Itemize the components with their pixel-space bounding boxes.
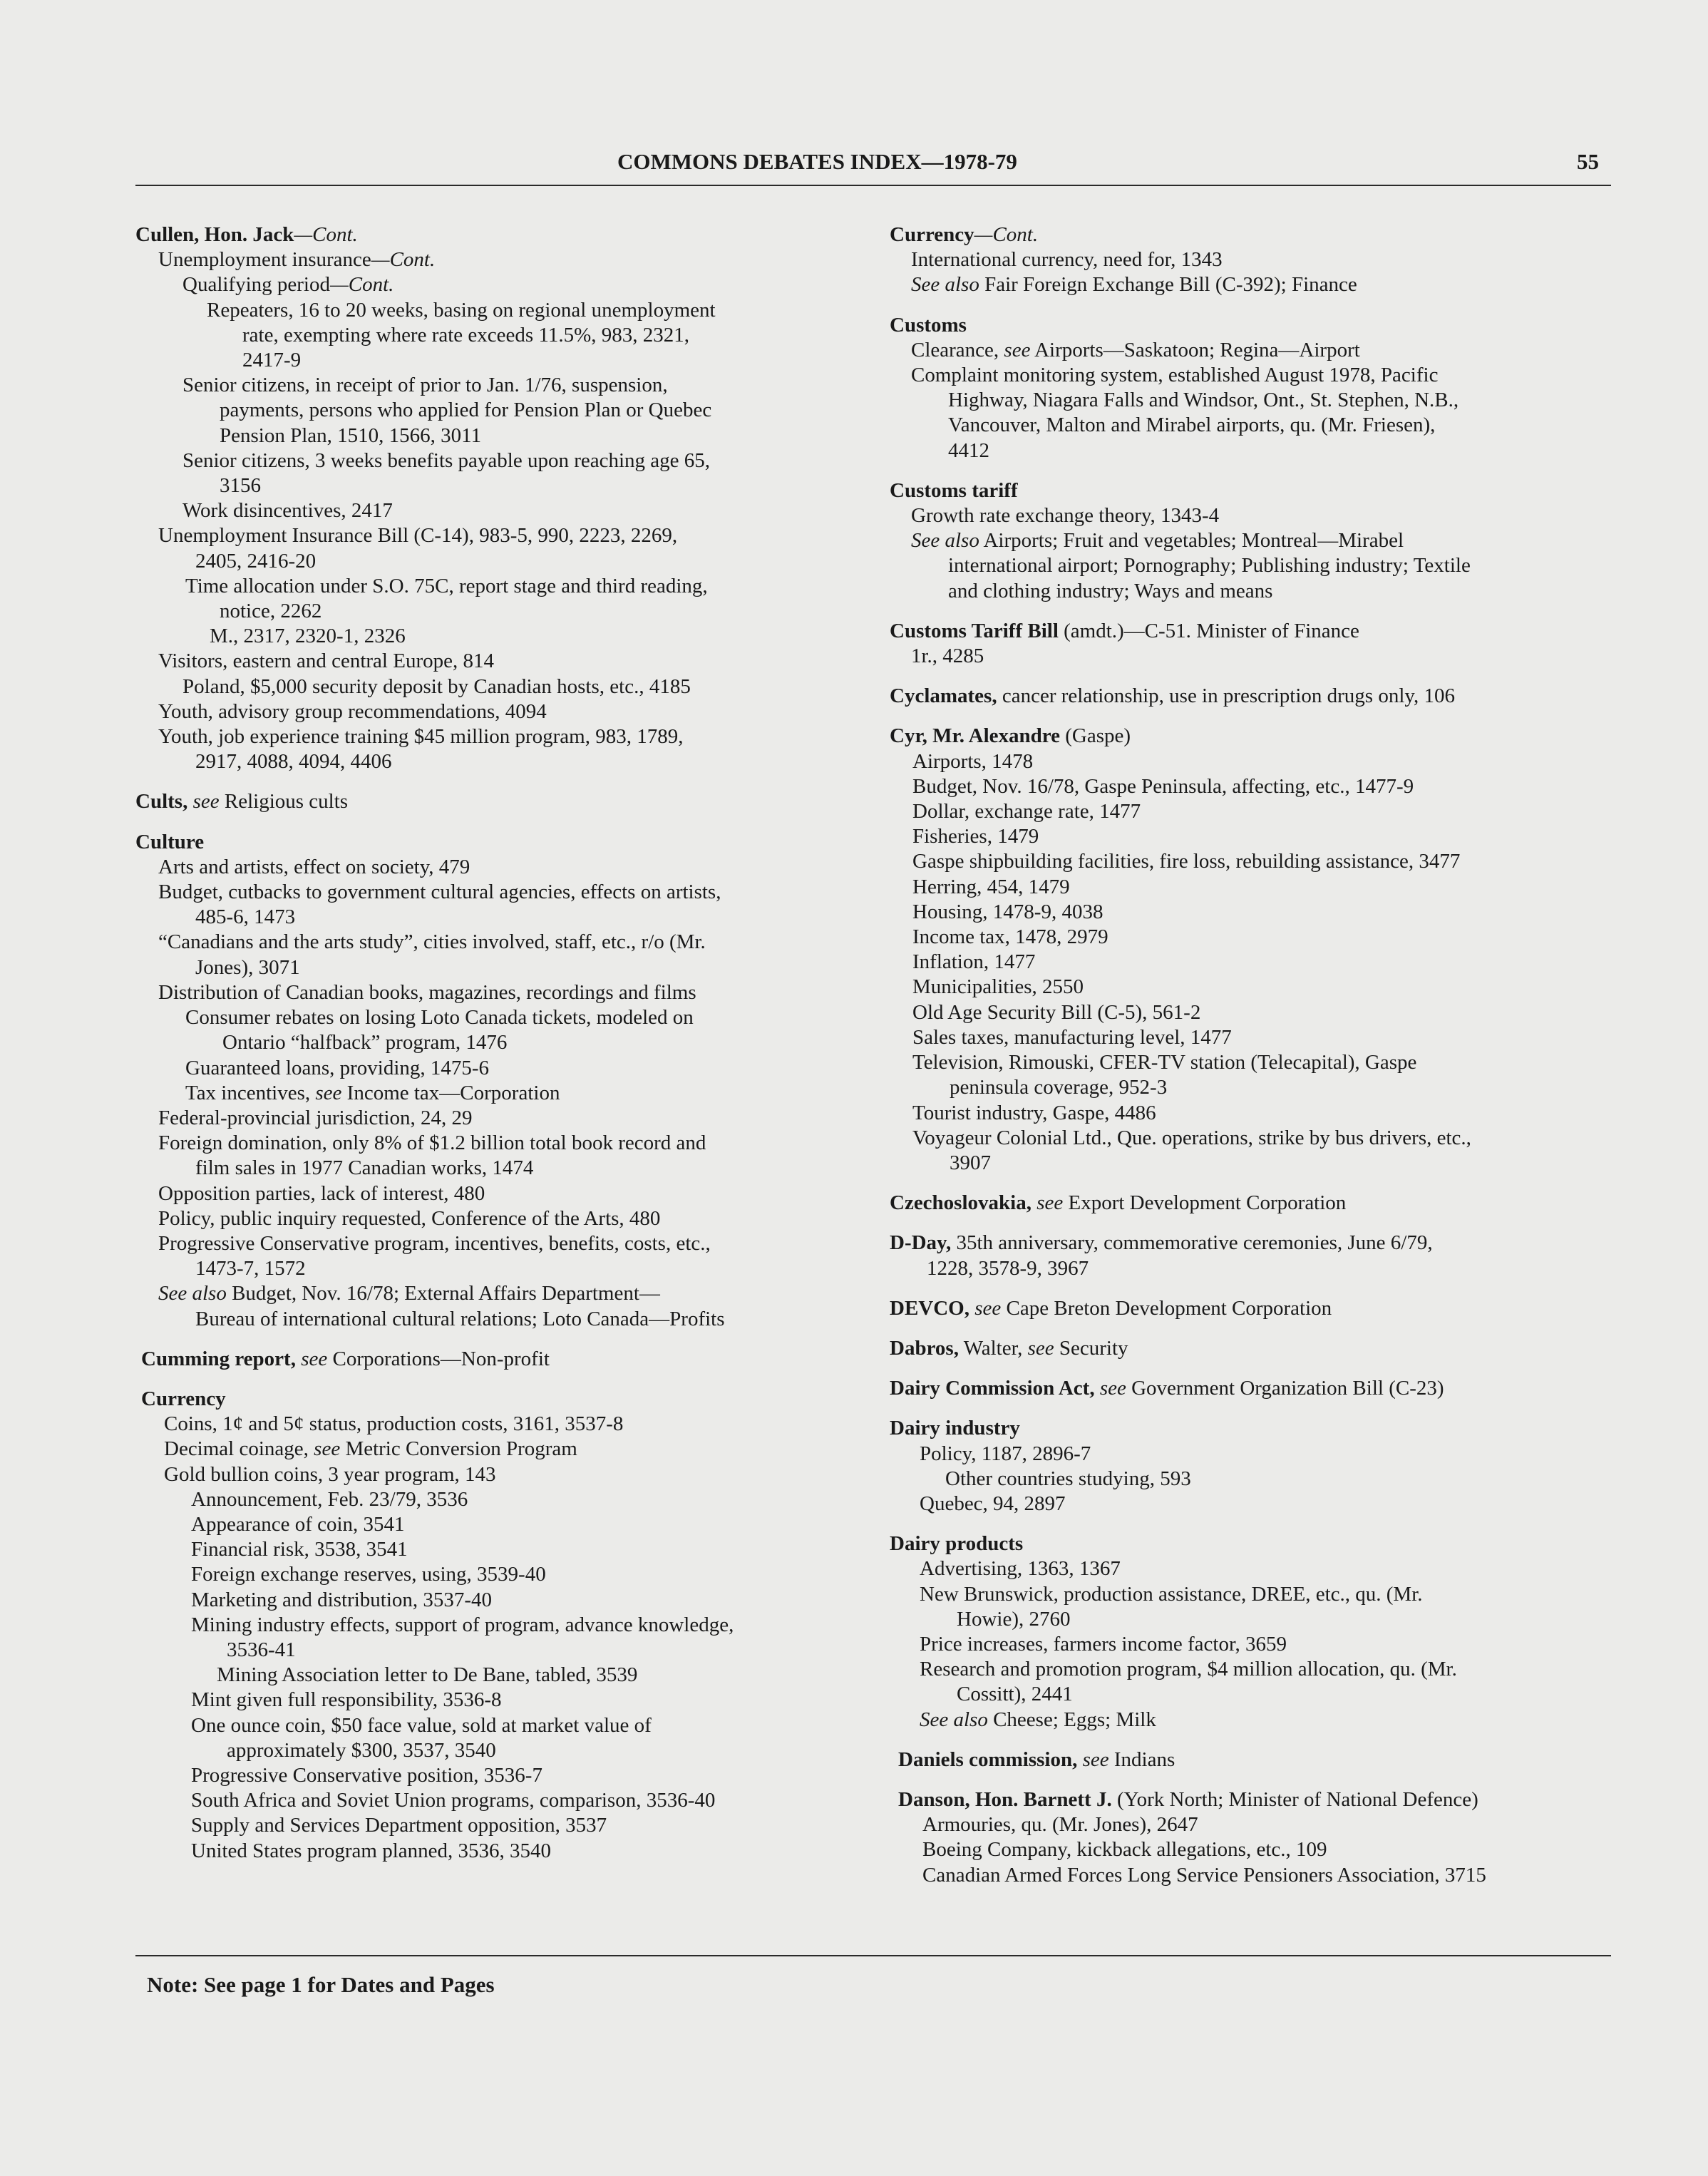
index-entry-text: Municipalities, 2550 xyxy=(912,975,1084,999)
index-entry-text: 1r., 4285 xyxy=(911,645,984,668)
index-line xyxy=(890,1050,1611,1075)
index-line xyxy=(135,789,884,814)
index-column-left xyxy=(135,222,884,1864)
index-entry-text: Tax incentives, xyxy=(185,1081,316,1104)
index-line xyxy=(135,1005,884,1030)
index-line xyxy=(135,272,884,297)
index-line xyxy=(135,649,884,674)
index-line xyxy=(890,1682,1611,1707)
index-entry-text: Consumer rebates on losing Loto Canada tickets, modeled on xyxy=(185,1006,694,1030)
index-entry-text: Canadian Armed Forces Long Service Pensioners Association, 3715 xyxy=(922,1863,1486,1887)
index-heading-text: D-Day, xyxy=(890,1231,952,1255)
index-entry-text: “Canadians and the arts study”, cities involved, staff, etc., r/o (Mr. xyxy=(158,930,706,954)
index-line xyxy=(890,1748,1611,1772)
index-line xyxy=(890,478,1611,503)
index-heading-text: Dairy Commission Act, xyxy=(890,1377,1100,1400)
index-entry-text: 4412 xyxy=(948,438,989,462)
index-entry-text: Policy, public inquiry requested, Conference of the Arts, 480 xyxy=(158,1206,661,1230)
index-entry-text: see xyxy=(1004,338,1031,361)
index-line xyxy=(135,549,884,574)
index-entry-text: peninsula coverage, 952-3 xyxy=(950,1076,1168,1099)
index-entry-text: Work disincentives, 2417 xyxy=(182,499,393,523)
index-entry-text: Distribution of Canadian books, magazines, recordings and films xyxy=(158,980,696,1004)
index-line xyxy=(135,1181,884,1206)
index-entry-text: payments, persons who applied for Pension Plan or Quebec xyxy=(220,399,712,422)
index-line xyxy=(135,1056,884,1081)
index-entry-text: Quebec, 94, 2897 xyxy=(920,1492,1066,1515)
index-line xyxy=(890,222,1611,247)
index-line xyxy=(135,523,884,548)
index-line xyxy=(135,323,884,348)
index-entry-text: Complaint monitoring system, established August 1978, Pacific xyxy=(911,364,1439,387)
index-entry-text: Unemployment Insurance Bill (C-14), 983-5, 990, 2223, 2269, xyxy=(158,524,678,548)
index-entry-text: Time allocation under S.O. 75C, report stage and third reading, xyxy=(185,574,708,597)
index-entry-text: rate, exempting where rate exceeds 11.5%, 983, 2321, xyxy=(242,323,690,347)
index-line xyxy=(135,1713,884,1738)
index-line xyxy=(890,1256,1611,1281)
index-line xyxy=(135,1206,884,1231)
index-line xyxy=(890,975,1611,1000)
index-entry-text: Foreign exchange reserves, using, 3539-40 xyxy=(191,1563,546,1586)
index-entry-text: Financial risk, 3538, 3541 xyxy=(191,1538,408,1561)
index-entry-text: Research and promotion program, $4 million allocation, qu. (Mr. xyxy=(920,1658,1457,1681)
index-line xyxy=(890,1376,1611,1401)
index-entry-text: international airport; Pornography; Publishing industry; Textile xyxy=(948,554,1471,578)
index-entry-text: Advertising, 1363, 1367 xyxy=(920,1557,1121,1581)
index-entry-text: Howie), 2760 xyxy=(957,1607,1071,1631)
index-line xyxy=(890,338,1611,363)
index-entry-text: Growth rate exchange theory, 1343-4 xyxy=(911,504,1220,528)
index-line xyxy=(890,684,1611,709)
index-entry-text: cancer relationship, use in prescription drugs only, 106 xyxy=(997,684,1455,708)
index-heading-text: Dairy products xyxy=(890,1532,1024,1556)
page-header-title: COMMONS DEBATES INDEX—1978-79 xyxy=(617,149,1017,174)
index-line xyxy=(135,348,884,373)
index-entry-text: Airports, 1478 xyxy=(912,749,1034,773)
index-heading-text: Cults, xyxy=(135,790,193,814)
index-entry-text: United States program planned, 3536, 3540 xyxy=(191,1839,551,1862)
index-entry-text: Youth, advisory group recommendations, 4094 xyxy=(158,699,547,723)
index-entry-text: Cheese; Eggs; Milk xyxy=(987,1708,1156,1731)
index-entry-text: Corporations—Non-profit xyxy=(327,1347,550,1370)
index-entry-text: Security xyxy=(1054,1336,1128,1360)
index-entry-text: Tourist industry, Gaspe, 4486 xyxy=(912,1101,1156,1124)
index-entry-text: Metric Conversion Program xyxy=(340,1437,577,1461)
index-line xyxy=(890,1000,1611,1025)
index-line xyxy=(890,1336,1611,1361)
index-line xyxy=(890,724,1611,749)
index-entry-text: approximately $300, 3537, 3540 xyxy=(227,1738,496,1762)
index-heading-text: DEVCO, xyxy=(890,1296,975,1320)
index-line xyxy=(135,955,884,980)
index-entry-text: Religious cults xyxy=(219,790,349,814)
index-line xyxy=(135,1412,884,1437)
index-line xyxy=(135,1462,884,1487)
index-entry-text: (amdt.)—C-51. Minister of Finance xyxy=(1058,619,1359,642)
index-line xyxy=(135,724,884,749)
index-entry-text: see xyxy=(301,1347,328,1370)
index-line xyxy=(135,498,884,523)
index-line xyxy=(890,1231,1611,1256)
index-entry-text: 35th anniversary, commemorative ceremonies, June 6/79, xyxy=(951,1231,1433,1255)
index-line xyxy=(135,1487,884,1512)
index-heading-text: Daniels commission, xyxy=(898,1748,1083,1771)
index-entry-text: South Africa and Soviet Union programs, comparison, 3536-40 xyxy=(191,1789,716,1812)
index-line xyxy=(890,1467,1611,1492)
index-heading-text: Czechoslovakia, xyxy=(890,1191,1037,1215)
index-entry-text: see xyxy=(315,1081,342,1104)
index-line xyxy=(890,1556,1611,1581)
index-heading-text: Cyclamates, xyxy=(890,684,997,708)
index-entry-text: Pension Plan, 1510, 1566, 3011 xyxy=(220,424,482,447)
index-entry-text: film sales in 1977 Canadian works, 1474 xyxy=(195,1156,534,1180)
index-line xyxy=(135,1663,884,1688)
index-line xyxy=(135,298,884,323)
index-line xyxy=(135,247,884,272)
index-entry-text: Other countries studying, 593 xyxy=(945,1467,1191,1490)
index-line xyxy=(890,388,1611,413)
index-entry-text: Cape Breton Development Corporation xyxy=(1001,1296,1332,1320)
index-line xyxy=(890,849,1611,874)
index-heading-text: Danson, Hon. Barnett J. xyxy=(898,1787,1112,1811)
index-entry-text: Coins, 1¢ and 5¢ status, production costs, 3161, 3537-8 xyxy=(164,1412,624,1436)
index-line xyxy=(890,553,1611,578)
index-line xyxy=(890,1075,1611,1100)
index-entry-text: Television, Rimouski, CFER-TV station (Telecapital), Gaspe xyxy=(912,1051,1417,1074)
index-entry-text: and clothing industry; Ways and means xyxy=(948,579,1273,602)
index-entry-text: Repeaters, 16 to 20 weeks, basing on regional unemployment xyxy=(207,298,716,322)
header-rule xyxy=(135,185,1611,186)
index-line xyxy=(135,1256,884,1281)
index-entry-text: Price increases, farmers income factor, 3659 xyxy=(920,1632,1287,1656)
footer-note: Note: See page 1 for Dates and Pages xyxy=(147,1972,495,1997)
index-line xyxy=(135,1156,884,1181)
index-entry-text: Fisheries, 1479 xyxy=(912,825,1039,848)
index-line xyxy=(135,373,884,398)
index-entry-text: Old Age Security Bill (C-5), 561-2 xyxy=(912,1000,1201,1024)
index-line xyxy=(890,875,1611,900)
index-line xyxy=(135,1688,884,1713)
index-line xyxy=(135,1839,884,1864)
index-entry-text: Federal-provincial jurisdiction, 24, 29 xyxy=(158,1106,473,1129)
index-line xyxy=(890,619,1611,644)
index-entry-text: Marketing and distribution, 3537-40 xyxy=(191,1588,493,1611)
index-entry-text: Income tax—Corporation xyxy=(341,1081,560,1104)
index-entry-text: 1473-7, 1572 xyxy=(195,1257,306,1281)
index-line xyxy=(890,528,1611,553)
index-entry-text: Income tax, 1478, 2979 xyxy=(912,925,1108,949)
index-line xyxy=(135,398,884,423)
index-entry-text: Progressive Conservative program, incentives, benefits, costs, etc., xyxy=(158,1231,711,1255)
index-line xyxy=(135,930,884,955)
index-entry-text: See also xyxy=(911,529,979,553)
index-entry-text: see xyxy=(1082,1748,1109,1771)
index-entry-text: Poland, $5,000 security deposit by Canadian hosts, etc., 4185 xyxy=(182,674,691,698)
index-heading-text: Cumming report, xyxy=(141,1347,302,1370)
index-entry-text: Sales taxes, manufacturing level, 1477 xyxy=(912,1025,1232,1049)
index-entry-text: Mint given full responsibility, 3536-8 xyxy=(191,1688,502,1712)
index-entry-text: Budget, Nov. 16/78, Gaspe Peninsula, affecting, etc., 1477-9 xyxy=(912,774,1414,798)
index-line xyxy=(890,1531,1611,1556)
index-heading-text: Cyr, Mr. Alexandre xyxy=(890,724,1060,748)
index-line xyxy=(135,424,884,448)
index-line xyxy=(135,749,884,774)
index-entry-text: 3536-41 xyxy=(227,1638,296,1661)
index-line xyxy=(890,1151,1611,1176)
index-heading-text: Currency xyxy=(141,1387,226,1410)
index-line xyxy=(135,1030,884,1055)
index-entry-text: Clearance, xyxy=(911,338,1004,361)
index-entry-text: notice, 2262 xyxy=(220,600,322,623)
index-entry-text: Herring, 454, 1479 xyxy=(912,875,1070,898)
index-line xyxy=(135,1387,884,1412)
index-line xyxy=(890,799,1611,824)
index-line xyxy=(135,1307,884,1332)
index-line xyxy=(890,1126,1611,1151)
index-entry-text: Budget, cutbacks to government cultural agencies, effects on artists, xyxy=(158,881,721,904)
index-entry-text: 3907 xyxy=(950,1151,991,1174)
index-line xyxy=(135,1347,884,1372)
index-entry-text: Foreign domination, only 8% of $1.2 billion total book record and xyxy=(158,1131,706,1155)
index-line xyxy=(135,599,884,624)
index-line xyxy=(890,1708,1611,1733)
index-heading-text: Customs tariff xyxy=(890,478,1018,502)
index-line xyxy=(890,247,1611,272)
index-line xyxy=(135,674,884,699)
index-entry-text: M., 2317, 2320-1, 2326 xyxy=(210,625,406,648)
index-entry-text: See also xyxy=(911,273,979,297)
index-entry-text: Budget, Nov. 16/78; External Affairs Department— xyxy=(226,1282,660,1305)
index-entry-text: Housing, 1478-9, 4038 xyxy=(912,900,1103,923)
index-entry-text: —Cont. xyxy=(974,223,1039,246)
index-column-right xyxy=(890,222,1611,1888)
index-line xyxy=(890,1442,1611,1467)
index-line xyxy=(890,1863,1611,1888)
index-line xyxy=(135,574,884,599)
index-entry-text: Supply and Services Department opposition, 3537 xyxy=(191,1814,607,1837)
index-entry-text: Cossitt), 2441 xyxy=(957,1683,1073,1706)
index-entry-text: See also xyxy=(158,1282,227,1305)
index-entry-text: Announcement, Feb. 23/79, 3536 xyxy=(191,1487,468,1511)
index-line xyxy=(135,1588,884,1613)
index-heading-text: Cullen, Hon. Jack xyxy=(135,223,294,246)
index-entry-text: Indians xyxy=(1108,1748,1175,1771)
index-line xyxy=(135,473,884,498)
index-entry-text: Export Development Corporation xyxy=(1063,1191,1347,1215)
page-number: 55 xyxy=(1577,149,1599,174)
index-heading-text: Currency xyxy=(890,223,974,246)
index-entry-text: International currency, need for, 1343 xyxy=(911,248,1223,272)
index-line xyxy=(890,1101,1611,1126)
index-line xyxy=(890,1582,1611,1607)
index-line xyxy=(135,1512,884,1537)
index-entry-text: 485-6, 1473 xyxy=(195,905,296,929)
index-entry-text: Policy, 1187, 2896-7 xyxy=(920,1442,1091,1465)
index-line xyxy=(890,749,1611,774)
index-line xyxy=(890,363,1611,388)
index-line xyxy=(890,925,1611,950)
index-entry-text: Senior citizens, 3 weeks benefits payable upon reaching age 65, xyxy=(182,448,711,472)
index-line xyxy=(135,1738,884,1763)
index-entry-text: Arts and artists, effect on society, 479 xyxy=(158,855,470,878)
index-entry-text: Opposition parties, lack of interest, 480 xyxy=(158,1181,485,1205)
index-entry-text: 1228, 3578-9, 3967 xyxy=(927,1256,1089,1280)
index-heading-text: Dabros, xyxy=(890,1336,959,1360)
index-entry-text: (York North; Minister of National Defence) xyxy=(1111,1787,1478,1811)
index-line xyxy=(135,1613,884,1638)
index-entry-text: —Cont. xyxy=(294,223,358,246)
index-entry-text: Inflation, 1477 xyxy=(912,950,1036,974)
index-entry-text: Jones), 3071 xyxy=(195,955,300,979)
index-entry-text: Walter, xyxy=(958,1336,1028,1360)
index-entry-text: Mining industry effects, support of program, advance knowledge, xyxy=(191,1613,734,1636)
index-entry-text: —Cont. xyxy=(329,273,394,297)
index-entry-text: Airports—Saskatoon; Regina—Airport xyxy=(1030,338,1360,361)
index-entry-text: 2417-9 xyxy=(242,349,302,372)
index-line xyxy=(135,624,884,649)
index-line xyxy=(890,950,1611,975)
index-entry-text: Vancouver, Malton and Mirabel airports, qu. (Mr. Friesen), xyxy=(948,414,1436,437)
index-entry-text: Fair Foreign Exchange Bill (C-392); Finance xyxy=(979,273,1357,297)
index-entry-text: 3156 xyxy=(220,474,261,498)
index-heading-text: Culture xyxy=(135,830,205,853)
index-line xyxy=(135,1537,884,1562)
index-entry-text: Highway, Niagara Falls and Windsor, Ont., St. Stephen, N.B., xyxy=(948,389,1459,412)
index-line xyxy=(890,1787,1611,1812)
index-line xyxy=(135,1763,884,1788)
index-line xyxy=(890,1025,1611,1050)
index-line xyxy=(890,1632,1611,1657)
index-line xyxy=(890,1812,1611,1837)
index-entry-text: (Gaspe) xyxy=(1059,724,1131,748)
index-line xyxy=(890,1837,1611,1862)
index-line xyxy=(890,1191,1611,1216)
index-line xyxy=(890,1607,1611,1632)
index-entry-text: see xyxy=(974,1296,1002,1320)
index-entry-text: Guaranteed loans, providing, 1475-6 xyxy=(185,1056,490,1079)
index-line xyxy=(135,855,884,880)
index-heading-text: Customs Tariff Bill xyxy=(890,619,1059,642)
index-entry-text: See also xyxy=(920,1708,988,1731)
index-entry-text: 2917, 4088, 4094, 4406 xyxy=(195,750,392,774)
index-line xyxy=(135,980,884,1005)
footer-rule xyxy=(135,1955,1611,1956)
index-line xyxy=(890,579,1611,604)
index-line xyxy=(135,1788,884,1813)
index-line xyxy=(890,1296,1611,1321)
index-entry-text: Decimal coinage, xyxy=(164,1437,314,1461)
index-entry-text: Gaspe shipbuilding facilities, fire loss, rebuilding assistance, 3477 xyxy=(912,850,1461,873)
index-entry-text: see xyxy=(192,790,220,814)
index-line xyxy=(135,1562,884,1587)
index-line xyxy=(135,1437,884,1462)
index-line xyxy=(135,1231,884,1256)
index-line xyxy=(890,503,1611,528)
index-entry-text: Unemployment insurance xyxy=(158,248,371,272)
index-line xyxy=(890,313,1611,338)
index-line xyxy=(135,1081,884,1106)
index-entry-text: see xyxy=(314,1437,341,1461)
index-line xyxy=(890,438,1611,463)
index-entry-text: Ontario “halfback” program, 1476 xyxy=(222,1031,508,1054)
index-entry-text: —Cont. xyxy=(371,248,436,272)
index-entry-text: Visitors, eastern and central Europe, 814 xyxy=(158,650,494,673)
index-entry-text: Appearance of coin, 3541 xyxy=(191,1512,405,1536)
index-entry-text: 2405, 2416-20 xyxy=(195,549,317,573)
index-entry-text: Armouries, qu. (Mr. Jones), 2647 xyxy=(922,1813,1198,1837)
index-entry-text: One ounce coin, $50 face value, sold at market value of xyxy=(191,1713,652,1737)
index-entry-text: Qualifying period xyxy=(182,273,330,297)
index-line xyxy=(890,900,1611,925)
index-entry-text: see xyxy=(1036,1191,1064,1215)
index-line xyxy=(890,644,1611,669)
index-line xyxy=(135,1281,884,1306)
index-entry-text: Progressive Conservative position, 3536-7 xyxy=(191,1763,542,1787)
index-line xyxy=(890,1657,1611,1682)
index-line xyxy=(890,824,1611,849)
index-entry-text: Youth, job experience training $45 million program, 983, 1789, xyxy=(158,725,684,749)
index-entry-text: Dollar, exchange rate, 1477 xyxy=(912,800,1141,823)
index-heading-text: Dairy industry xyxy=(890,1417,1020,1440)
index-line xyxy=(890,1492,1611,1516)
index-entry-text: New Brunswick, production assistance, DREE, etc., qu. (Mr. xyxy=(920,1582,1423,1606)
index-entry-text: Boeing Company, kickback allegations, etc., 109 xyxy=(922,1838,1327,1862)
index-line xyxy=(135,880,884,905)
index-line xyxy=(135,905,884,930)
index-line xyxy=(135,1813,884,1838)
index-line xyxy=(890,1416,1611,1441)
index-entry-text: Bureau of international cultural relations; Loto Canada—Profits xyxy=(195,1307,725,1330)
index-line xyxy=(135,1638,884,1663)
index-entry-text: Airports; Fruit and vegetables; Montreal—Mirabel xyxy=(979,529,1404,553)
index-line xyxy=(135,448,884,473)
index-heading-text: Customs xyxy=(890,313,967,337)
index-entry-text: Senior citizens, in receipt of prior to Jan. 1/76, suspension, xyxy=(182,374,668,397)
index-line xyxy=(135,1131,884,1156)
index-line xyxy=(135,1106,884,1131)
index-entry-text: Mining Association letter to De Bane, tabled, 3539 xyxy=(217,1663,638,1687)
index-line xyxy=(890,774,1611,799)
index-entry-text: Gold bullion coins, 3 year program, 143 xyxy=(164,1462,496,1486)
index-entry-text: Voyageur Colonial Ltd., Que. operations, strike by bus drivers, etc., xyxy=(912,1126,1471,1149)
index-line xyxy=(135,830,884,855)
index-entry-text: see xyxy=(1027,1336,1054,1360)
index-line xyxy=(890,272,1611,297)
index-line xyxy=(135,222,884,247)
index-line xyxy=(890,413,1611,438)
index-line xyxy=(135,699,884,724)
index-entry-text: see xyxy=(1099,1377,1126,1400)
index-entry-text: Government Organization Bill (C-23) xyxy=(1126,1377,1444,1400)
